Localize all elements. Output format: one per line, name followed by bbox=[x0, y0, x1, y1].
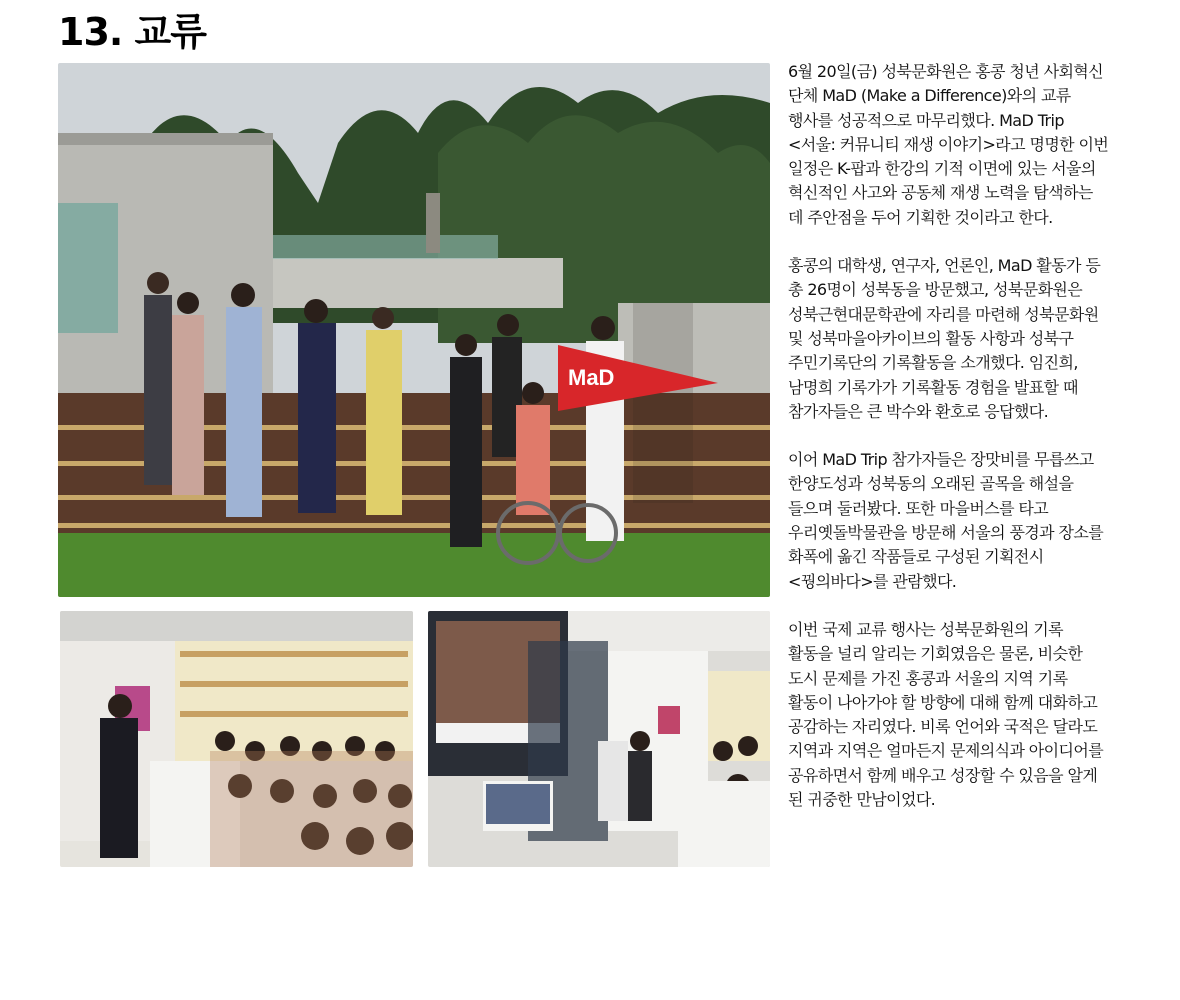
lecture-photo bbox=[60, 611, 413, 867]
text-line: 이어 MaD Trip 참가자들은 장맛비를 무릅쓰고 bbox=[788, 450, 1094, 470]
article-body bbox=[788, 60, 1158, 836]
paragraph-2 bbox=[788, 254, 1158, 424]
text-line: 도시 문제를 가진 홍콩과 서울의 지역 기록 bbox=[788, 668, 1068, 688]
text-line: 혁신적인 사고와 공동체 재생 노력을 탐색하는 bbox=[788, 183, 1093, 203]
presentation-photo-illustration bbox=[428, 611, 770, 867]
text-line: 참가자들은 큰 박수와 환호로 응답했다. bbox=[788, 401, 1049, 421]
text-line: 성북근현대문학관에 자리를 마련해 성북문화원 bbox=[788, 304, 1099, 324]
group-photo bbox=[58, 63, 770, 597]
text-line: 데 주안점을 두어 기획한 것이라고 한다. bbox=[788, 207, 1053, 227]
text-line: <꿩의바다>를 관람했다. bbox=[788, 571, 957, 591]
lecture-photo-illustration bbox=[60, 611, 413, 867]
text-line: 및 성북마을아카이브의 활동 사항과 성북구 bbox=[788, 328, 1074, 348]
text-line: 총 26명이 성북동을 방문했고, 성북문화원은 bbox=[788, 280, 1083, 300]
text-line: 한양도성과 성북동의 오래된 골목을 해설을 bbox=[788, 474, 1074, 494]
text-line: 들으며 둘러봤다. 또한 마을버스를 타고 bbox=[788, 498, 1049, 518]
text-line: <서울: 커뮤니티 재생 이야기>라고 명명한 이번 bbox=[788, 134, 1109, 154]
page-title: 13. 교류 bbox=[58, 10, 206, 54]
text-line: 우리옛돌박물관을 방문해 서울의 풍경과 장소를 bbox=[788, 523, 1104, 543]
paragraph-4 bbox=[788, 618, 1158, 812]
text-line: 주민기록단의 기록활동을 소개했다. 임진희, bbox=[788, 353, 1078, 373]
text-line: 남명희 기록가가 기록활동 경험을 발표할 때 bbox=[788, 377, 1078, 397]
text-line: 활동을 널리 알리는 기회였음은 물론, 비슷한 bbox=[788, 644, 1083, 664]
text-line: 공감하는 자리였다. 비록 언어와 국적은 달라도 bbox=[788, 717, 1098, 737]
text-line: 단체 MaD (Make a Difference)와의 교류 bbox=[788, 86, 1071, 106]
text-line: 6월 20일(금) 성북문화원은 홍콩 청년 사회혁신 bbox=[788, 62, 1104, 81]
pennant-text: MaD bbox=[568, 365, 615, 390]
text-line: 이번 국제 교류 행사는 성북문화원의 기록 bbox=[788, 619, 1063, 639]
text-line: 행사를 성공적으로 마무리했다. MaD Trip bbox=[788, 110, 1064, 130]
text-line: 일정은 K-팝과 한강의 기적 이면에 있는 서울의 bbox=[788, 159, 1096, 179]
presentation-photo bbox=[428, 611, 770, 867]
text-line: 활동이 나아가야 할 방향에 대해 함께 대화하고 bbox=[788, 692, 1098, 712]
paragraph-3 bbox=[788, 448, 1158, 594]
text-line: 지역과 지역은 얼마든지 문제의식과 아이디어를 bbox=[788, 741, 1104, 761]
group-photo-illustration bbox=[58, 63, 770, 597]
text-line: 된 귀중한 만남이었다. bbox=[788, 790, 936, 810]
paragraph-1 bbox=[788, 60, 1158, 230]
text-line: 화폭에 옮긴 작품들로 구성된 기획전시 bbox=[788, 547, 1044, 567]
text-line: 홍콩의 대학생, 연구자, 언론인, MaD 활동가 등 bbox=[788, 256, 1101, 276]
text-line: 공유하면서 함께 배우고 성장할 수 있음을 알게 bbox=[788, 765, 1098, 785]
